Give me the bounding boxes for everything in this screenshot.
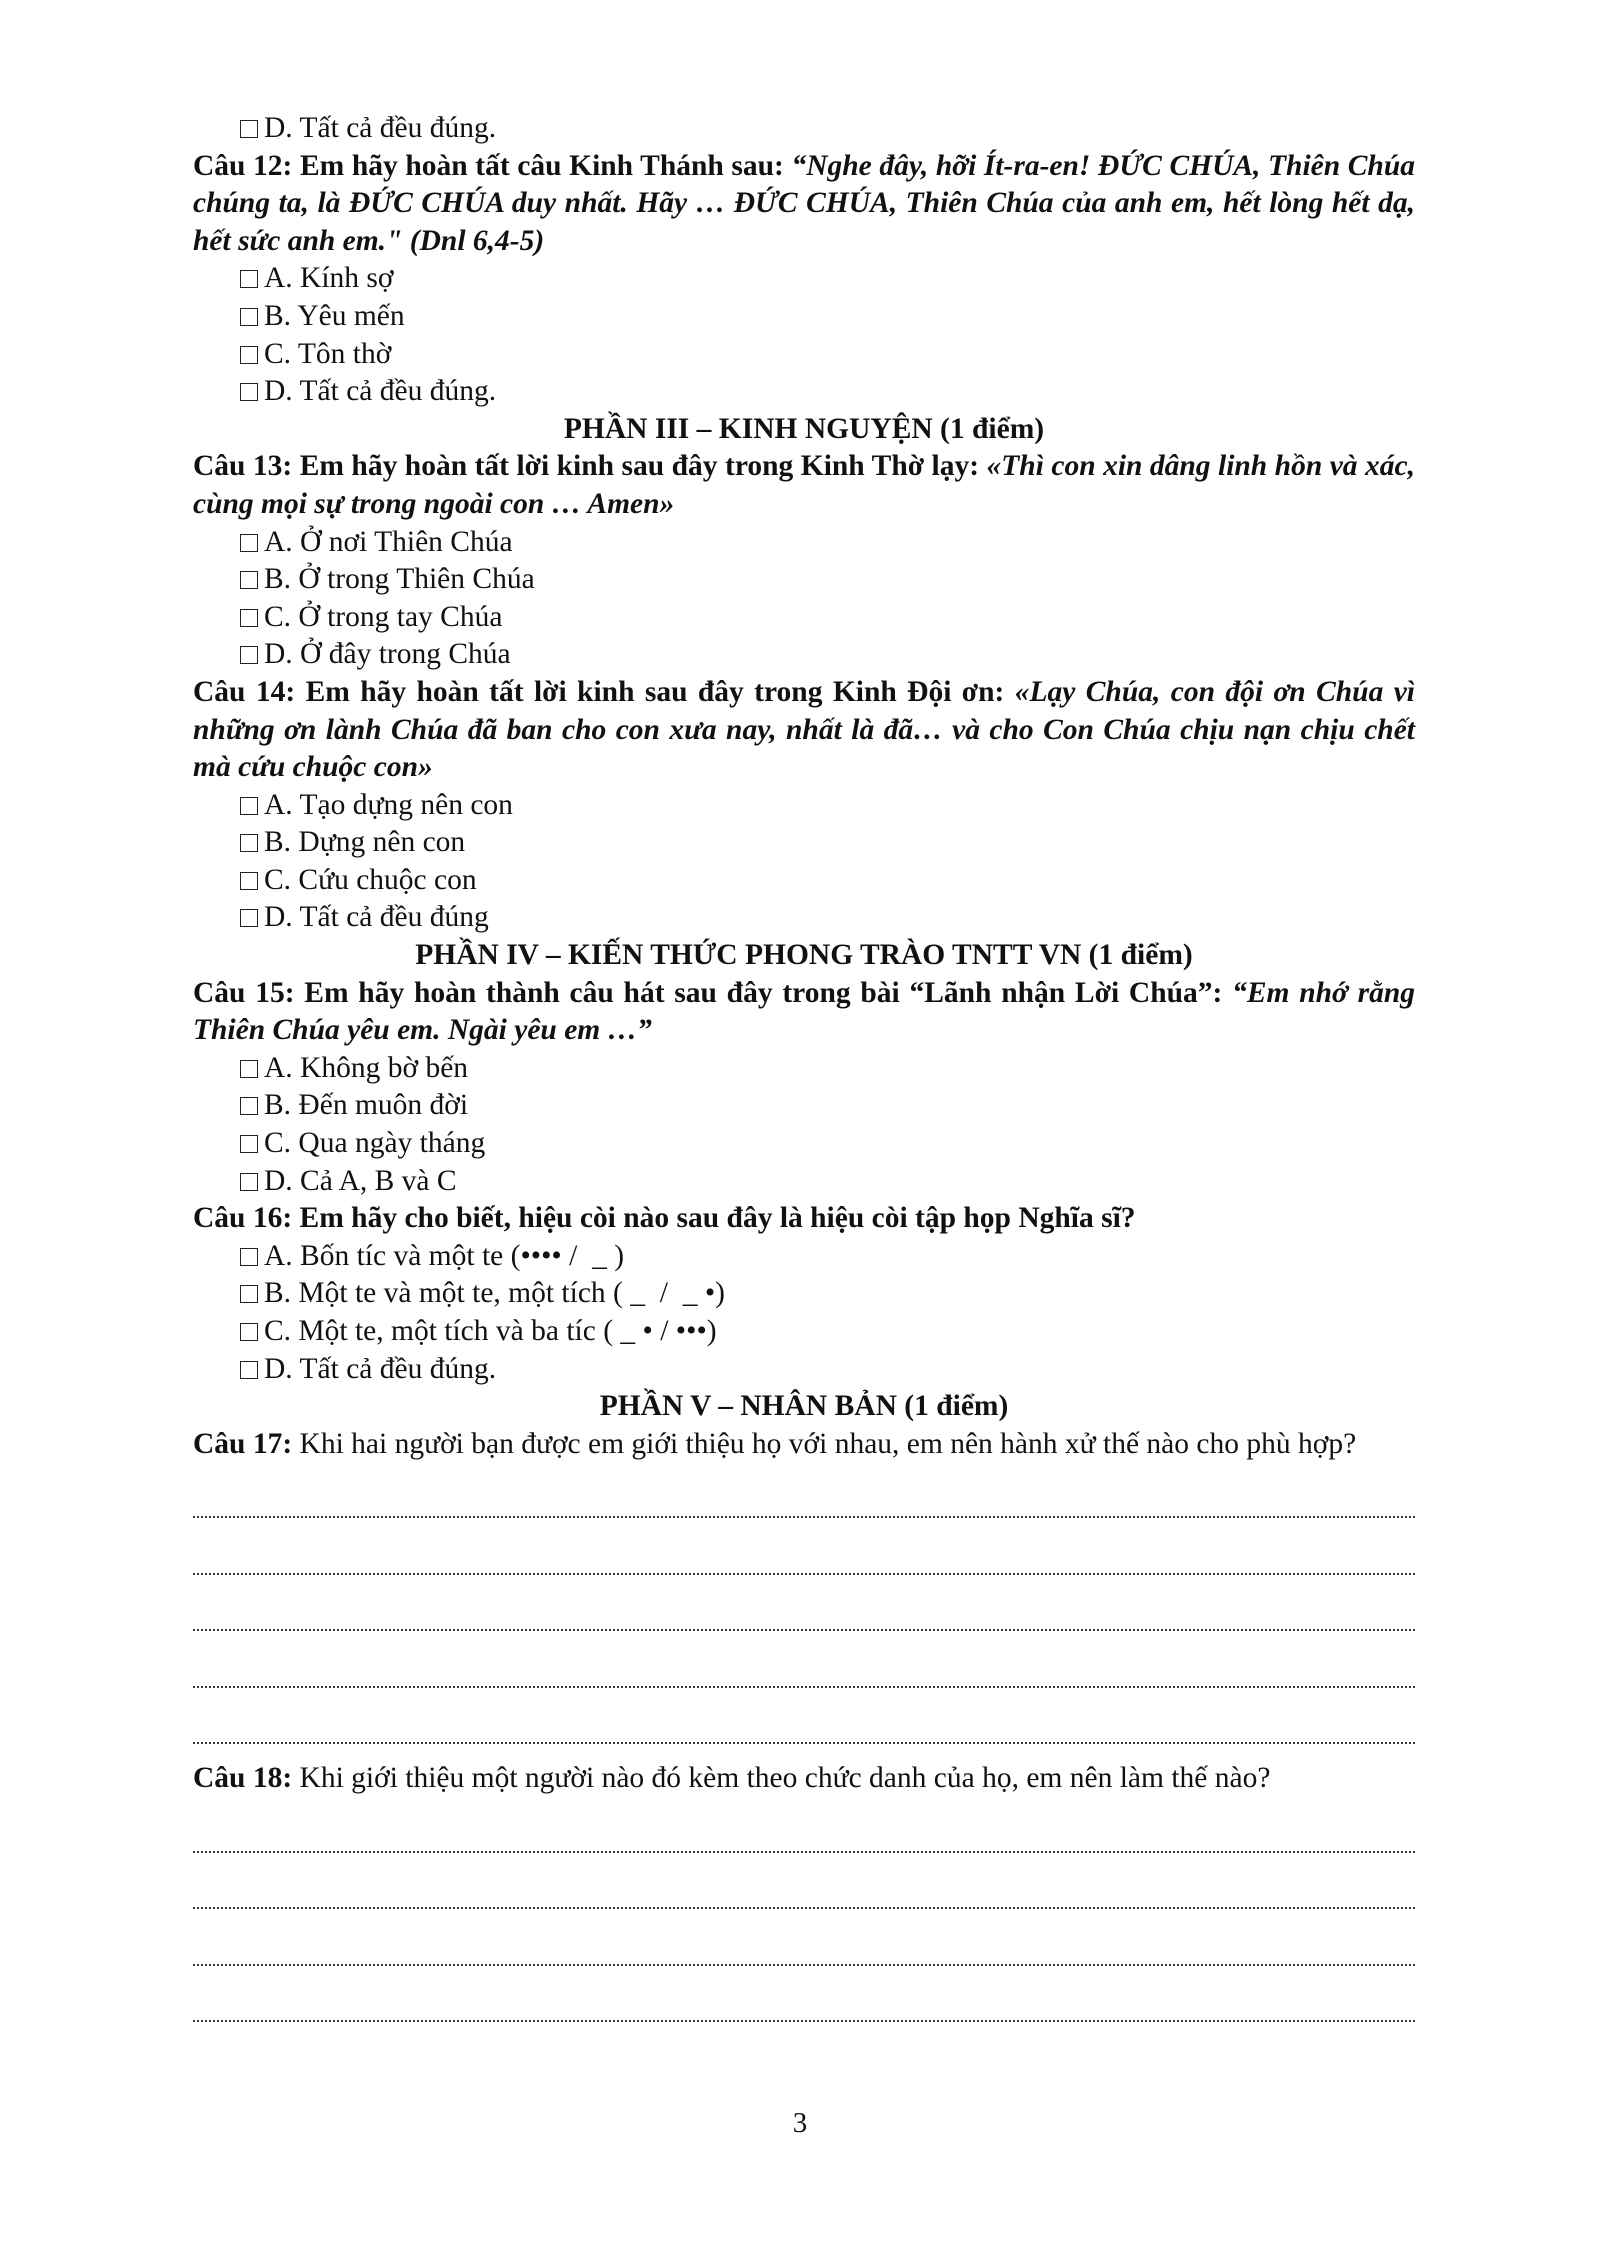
question-12: [193, 148, 1415, 261]
question-label: Câu 15:: [193, 976, 295, 1009]
checkbox-icon[interactable]: [240, 534, 258, 552]
q13-option-c[interactable]: C. Ở trong tay Chúa: [193, 599, 1415, 637]
checkbox-icon[interactable]: [240, 1060, 258, 1078]
checkbox-icon[interactable]: [240, 1285, 258, 1303]
q11-option-d[interactable]: D. Tất cả đều đúng.: [193, 110, 1415, 148]
checkbox-icon[interactable]: [240, 797, 258, 815]
question-18: [193, 1760, 1415, 1798]
checkbox-icon[interactable]: [240, 571, 258, 589]
q16-option-a[interactable]: A. Bốn tíc và một te (•••• / _ ): [193, 1238, 1415, 1276]
q12-option-b[interactable]: B. Yêu mến: [193, 298, 1415, 336]
q15-option-b[interactable]: B. Đến muôn đời: [193, 1087, 1415, 1125]
answer-line[interactable]: [193, 1700, 1415, 1757]
question-14: [193, 674, 1415, 787]
question-text: Em hãy hoàn tất lời kinh sau đây trong Kinh Đội ơn:: [305, 675, 1005, 708]
checkbox-icon[interactable]: [240, 308, 258, 326]
checkbox-icon[interactable]: [240, 346, 258, 364]
checkbox-icon[interactable]: [240, 1173, 258, 1191]
q16-option-d[interactable]: D. Tất cả đều đúng.: [193, 1351, 1415, 1389]
question-quote: «Thì con xin dâng linh hồn và xác, cùng mọi sự trong ngoài con … Amen»: [193, 450, 1415, 520]
q15-option-c[interactable]: C. Qua ngày tháng: [193, 1125, 1415, 1163]
q15-option-d[interactable]: D. Cả A, B và C: [193, 1163, 1415, 1201]
question-text: Khi hai người bạn được em giới thiệu họ với nhau, em nên hành xử thế nào cho phù hợp?: [299, 1427, 1357, 1460]
checkbox-icon[interactable]: [240, 834, 258, 852]
checkbox-icon[interactable]: [240, 120, 258, 138]
question-16: [193, 1200, 1415, 1238]
question-text: Em hãy hoàn tất lời kinh sau đây trong Kinh Thờ lạy:: [299, 450, 980, 483]
q14-option-b[interactable]: B. Dựng nên con: [193, 824, 1415, 862]
question-text: Em hãy cho biết, hiệu còi nào sau đây là hiệu còi tập họp Nghĩa sĩ?: [299, 1202, 1136, 1235]
checkbox-icon[interactable]: [240, 383, 258, 401]
question-label: Câu 16:: [193, 1202, 293, 1235]
question-quote: «Lạy Chúa, con đội ơn Chúa vì những ơn lành Chúa đã ban cho con xưa nay, nhất là đã… và cho Con Chúa chịu nạn chịu chết mà cứu chuộc con»: [193, 675, 1415, 784]
section-heading-3: PHẦN III – KINH NGUYỆN (1 điểm): [563, 412, 1045, 445]
question-15: [193, 975, 1415, 1050]
section-heading-5: PHẦN V – NHÂN BẢN (1 điểm): [599, 1390, 1009, 1423]
question-label: Câu 18:: [193, 1762, 293, 1795]
answer-line[interactable]: [193, 1978, 1415, 2035]
answer-line[interactable]: [193, 1473, 1415, 1530]
answer-line[interactable]: [193, 1865, 1415, 1922]
question-label: Câu 14:: [193, 675, 296, 708]
question-quote: “Em nhớ rằng Thiên Chúa yêu em. Ngài yêu em …”: [193, 976, 1415, 1047]
checkbox-icon[interactable]: [240, 872, 258, 890]
q14-option-d[interactable]: D. Tất cả đều đúng: [193, 899, 1415, 937]
q15-option-a[interactable]: A. Không bờ bến: [193, 1050, 1415, 1088]
q13-option-d[interactable]: D. Ở đây trong Chúa: [193, 636, 1415, 674]
question-text: Em hãy hoàn tất câu Kinh Thánh sau:: [300, 149, 784, 182]
checkbox-icon[interactable]: [240, 609, 258, 627]
checkbox-icon[interactable]: [240, 1323, 258, 1341]
question-17: [193, 1426, 1415, 1464]
checkbox-icon[interactable]: [240, 909, 258, 927]
answer-line[interactable]: [193, 1587, 1415, 1644]
q16-option-b[interactable]: B. Một te và một te, một tích ( _ / _ •): [193, 1275, 1415, 1313]
question-label: Câu 12:: [193, 149, 293, 182]
question-13: [193, 448, 1415, 523]
page-number: 3: [792, 2107, 808, 2139]
checkbox-icon[interactable]: [240, 1135, 258, 1153]
answer-line[interactable]: [193, 1530, 1415, 1587]
answer-line[interactable]: [193, 1921, 1415, 1978]
question-quote: “Nghe đây, hỡi Ít-ra-en! ĐỨC CHÚA, Thiên Chúa chúng ta, là ĐỨC CHÚA duy nhất. Hãy … ĐỨC CHÚA, Thiên Chúa của anh em, hết lòng hết dạ, hết sức anh em." (Dnl 6,4-5): [193, 149, 1416, 257]
q12-option-c[interactable]: C. Tôn thờ: [193, 336, 1415, 374]
checkbox-icon[interactable]: [240, 1248, 258, 1266]
checkbox-icon[interactable]: [240, 1361, 258, 1379]
q17-answer-area[interactable]: [193, 1473, 1415, 1756]
q12-option-d[interactable]: D. Tất cả đều đúng.: [193, 373, 1415, 411]
q14-option-c[interactable]: C. Cứu chuộc con: [193, 862, 1415, 900]
answer-line[interactable]: [193, 1808, 1415, 1865]
question-label: Câu 17:: [193, 1427, 293, 1460]
q16-option-c[interactable]: C. Một te, một tích và ba tíc ( _ • / •••): [193, 1313, 1415, 1351]
checkbox-icon[interactable]: [240, 1097, 258, 1115]
question-text: Khi giới thiệu một người nào đó kèm theo chức danh của họ, em nên làm thế nào?: [299, 1762, 1271, 1795]
answer-line[interactable]: [193, 1643, 1415, 1700]
q13-option-b[interactable]: B. Ở trong Thiên Chúa: [193, 561, 1415, 599]
q14-option-a[interactable]: A. Tạo dựng nên con: [193, 787, 1415, 825]
question-text: Em hãy hoàn thành câu hát sau đây trong bài “Lãnh nhận Lời Chúa”:: [304, 976, 1223, 1009]
checkbox-icon[interactable]: [240, 646, 258, 664]
section-heading-4: PHẦN IV – KIẾN THỨC PHONG TRÀO TNTT VN (1 điểm): [415, 939, 1193, 972]
q18-answer-area[interactable]: [193, 1808, 1415, 2034]
exam-page: [193, 110, 1415, 2034]
q12-option-a[interactable]: A. Kính sợ: [193, 260, 1415, 298]
q13-option-a[interactable]: A. Ở nơi Thiên Chúa: [193, 524, 1415, 562]
question-label: Câu 13:: [193, 450, 293, 483]
checkbox-icon[interactable]: [240, 270, 258, 288]
